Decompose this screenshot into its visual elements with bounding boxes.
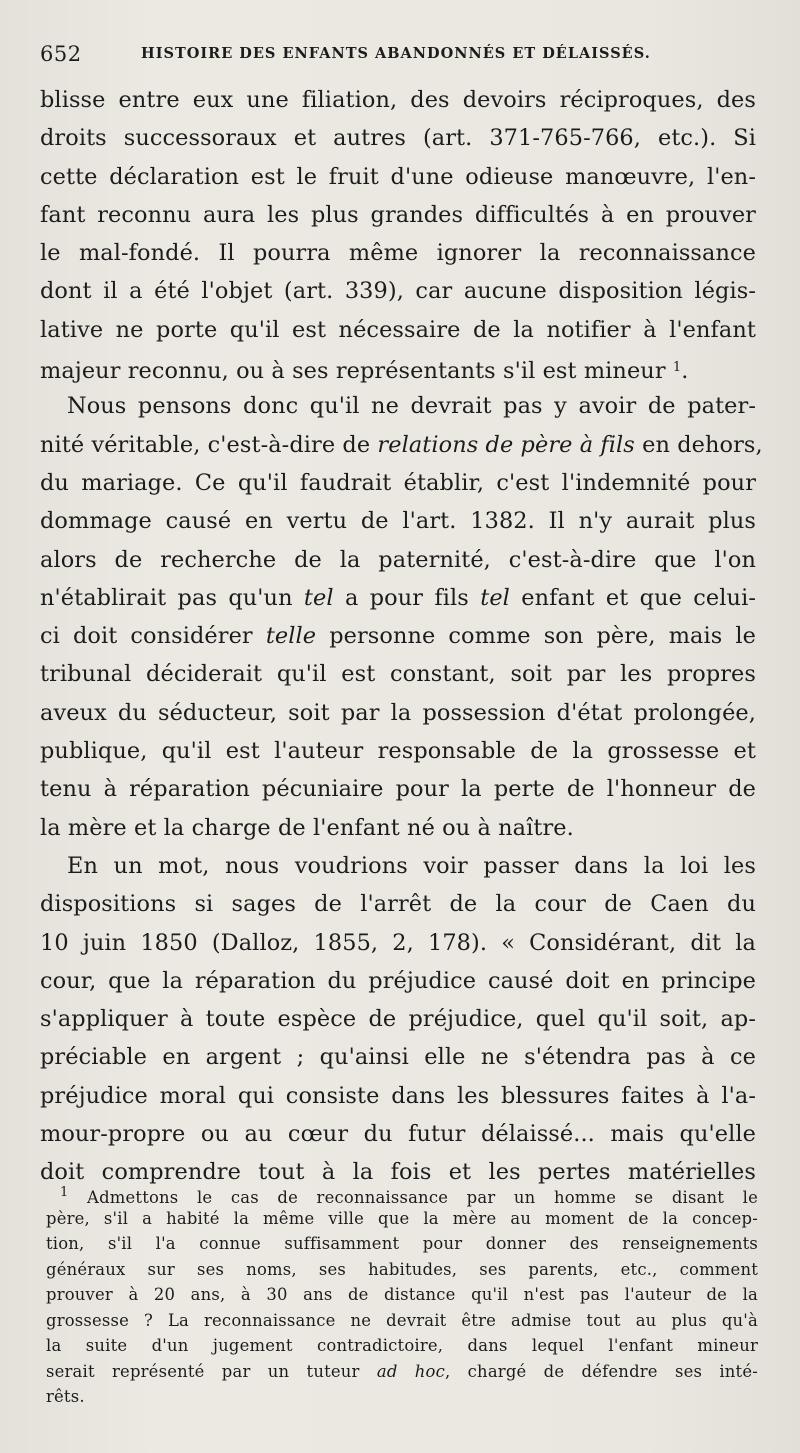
footnote-line: tion, s'il l'a connue suffisamment pour donner des renseignements	[46, 1234, 758, 1253]
text-line: 10 juin 1850 (Dalloz, 1855, 2, 178). « Considérant, dit la	[40, 929, 756, 956]
text-line: doit comprendre tout à la fois et les pertes matérielles	[40, 1159, 756, 1186]
running-head	[40, 38, 760, 72]
text-line: tribunal déciderait qu'il est constant, soit par les propres	[40, 661, 756, 688]
footnote-line: rêts.	[46, 1387, 85, 1406]
text-run: .	[681, 358, 689, 385]
text-line: aveux du séducteur, soit par la possession d'état prolongée,	[40, 699, 756, 726]
text-line: dommage causé en vertu de l'art. 1382. Il n'y aurait plus	[40, 508, 756, 535]
text-line: dont il a été l'objet (art. 339), car aucune disposition légis-	[40, 278, 756, 305]
text-run: serait représenté par un tuteur	[46, 1361, 377, 1381]
text-line: préciable en argent ; qu'ainsi elle ne s'étendra pas à ce	[40, 1044, 756, 1071]
text-run: personne comme son père, mais le	[316, 623, 757, 650]
footnote-line	[46, 1359, 758, 1385]
text-line: dispositions si sages de l'arrêt de la cour de Caen du	[40, 891, 756, 918]
footnote	[46, 1180, 758, 1410]
text-line: préjudice moral qui consiste dans les blessures faites à l'a-	[40, 1082, 756, 1109]
text-line: mour-propre ou au cœur du futur délaissé... mais qu'elle	[40, 1121, 756, 1148]
text-line: lative ne porte qu'il est nécessaire de la notifier à l'enfant	[40, 316, 756, 343]
running-title: HISTOIRE DES ENFANTS ABANDONNÉS ET DÉLAISSÉS.	[141, 45, 651, 62]
text-line: fant reconnu aura les plus grandes difficultés à en prouver	[40, 201, 756, 228]
text-run: enfant et que celui-	[509, 584, 756, 611]
text-line: blisse entre eux une filiation, des devoirs réciproques, des	[40, 87, 756, 113]
footnote-line: père, s'il a habité la même ville que la mère au moment de la concep-	[46, 1208, 758, 1228]
text-run: a pour fils	[333, 584, 481, 611]
text-line: cour, que la réparation du préjudice causé doit en principe	[40, 967, 756, 994]
text-line: publique, qu'il est l'auteur responsable de la grossesse et	[40, 738, 756, 765]
text-run: en dehors,	[634, 431, 763, 458]
text-line: le mal-fondé. Il pourra même ignorer la reconnaissance	[40, 240, 756, 267]
footnote-line: la suite d'un jugement contradictoire, dans lequel l'enfant mineur	[46, 1336, 758, 1355]
text-line: du mariage. Ce qu'il faudrait établir, c'est l'indemnité pour	[40, 469, 756, 496]
footnote-marker: 1	[60, 1185, 69, 1200]
italic-run: relations de père à fils	[377, 431, 635, 458]
text-line: cette déclaration est le fruit d'une odieuse manœuvre, l'en-	[40, 163, 756, 190]
footnote-line: généraux sur ses noms, ses habitudes, ses parents, etc., comment	[46, 1259, 758, 1279]
page-number: 652	[40, 42, 82, 66]
text-line: alors de recherche de la paternité, c'est-à-dire que l'on	[40, 546, 756, 573]
text-line	[40, 349, 756, 387]
italic-run: tel	[303, 584, 334, 611]
body-text	[40, 81, 763, 1192]
text-run: majeur reconnu, ou à ses représentants s'il est mineur	[40, 358, 673, 385]
text-line	[40, 426, 763, 464]
text-line: droits successoraux et autres (art. 371-765-766, etc.). Si	[40, 125, 756, 152]
text-line: s'appliquer à toute espèce de préjudice, quel qu'il soit, ap-	[40, 1006, 756, 1033]
footnote-reference: 1	[672, 360, 682, 376]
text-line	[40, 579, 756, 617]
text-run: n'établirait pas qu'un	[40, 584, 304, 611]
footnote-line: grossesse ? La reconnaissance ne devrait être admise tout au plus qu'à	[46, 1310, 758, 1330]
italic-run: telle	[265, 623, 317, 650]
text-run: ci doit considérer	[40, 623, 266, 650]
italic-run: ad hoc	[376, 1361, 445, 1381]
text-line: la mère et la charge de l'enfant né ou à naître.	[40, 814, 574, 841]
footnote-line: prouver à 20 ans, à 30 ans de distance qu'il n'est pas l'auteur de la	[46, 1285, 758, 1304]
text-line: Nous pensons donc qu'il ne devrait pas y avoir de pater-	[67, 393, 756, 420]
text-run: nité véritable, c'est-à-dire de	[40, 431, 378, 458]
footnote-line	[46, 1180, 758, 1206]
italic-run: tel	[480, 584, 510, 611]
text-line: En un mot, nous voudrions voir passer dans la loi les	[67, 852, 756, 879]
text-line	[40, 617, 756, 655]
text-run: Admettons le cas de reconnaissance par un homme se disant le	[68, 1188, 758, 1207]
text-run: , chargé de défendre ses inté-	[445, 1361, 758, 1381]
text-line: tenu à réparation pécuniaire pour la perte de l'honneur de	[40, 776, 756, 803]
